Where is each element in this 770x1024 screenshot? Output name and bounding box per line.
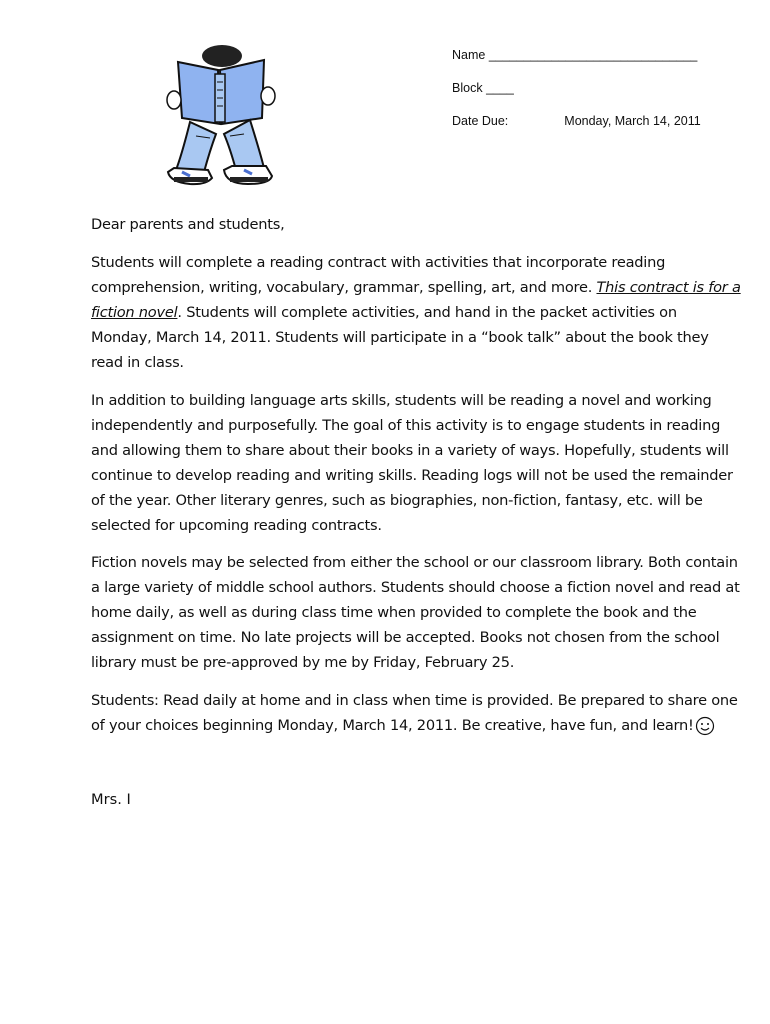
students-instructions: Students: Read daily at home and in class when time is provided. Be prepared to share one of your choices beginning Monday, March 14, 2011. Be creative, have fun, and learn!	[91, 691, 738, 734]
smiley-face-icon	[695, 716, 715, 736]
date-due-value: Monday, March 14, 2011	[564, 114, 701, 128]
date-due-field	[452, 114, 752, 147]
letter-body	[91, 212, 741, 750]
paragraph-skills: In addition to building language arts skills, students will be reading a novel and working independently and purposefully. The goal of this activity is to engage students in reading and allowing them to share about their books in a variety of ways. Hopefully, students will continue to develop reading and writing skills. Reading logs will not be used the remainder of the year. Other literary genres, such as biographies, non-fiction, fantasy, etc. will be selected for upcoming reading contracts.	[91, 391, 733, 534]
block-blank: ____	[486, 81, 514, 95]
paragraph-contract-rest: . Students will complete activities, and hand in the packet activities on Monday, March 14, 2011. Students will participate in a “book talk” about the book they read in class.	[91, 304, 709, 371]
paragraph-novel-selection: Fiction novels may be selected from either the school or our classroom library. Both contain a large variety of middle school authors. Students should choose a fiction novel and read at home daily, as well as during class time when provided to complete the book and the assignment on time. No late projects will be accepted. Books not chosen from the school library must be pre-approved by me by Friday, February 25.	[91, 554, 740, 671]
signoff: Mrs. I	[91, 791, 131, 808]
block-field	[452, 81, 752, 114]
date-due-label: Date Due:	[452, 114, 509, 128]
greeting: Dear parents and students,	[91, 216, 285, 233]
block-label: Block	[452, 81, 483, 95]
name-blank: ______________________________	[488, 48, 698, 62]
paragraph-students	[91, 688, 741, 738]
paragraph-contract-intro: Students will complete a reading contract with activities that incorporate reading comprehension, writing, vocabulary, grammar, spelling, art, and more.	[91, 254, 666, 296]
fiction-novel-emphasis: This contract is for a fiction novel	[91, 279, 741, 321]
name-label: Name	[452, 48, 486, 62]
reading-student-icon	[160, 44, 278, 190]
name-field	[452, 48, 752, 81]
paragraph-contract	[91, 250, 741, 375]
student-info-fields	[452, 48, 752, 147]
